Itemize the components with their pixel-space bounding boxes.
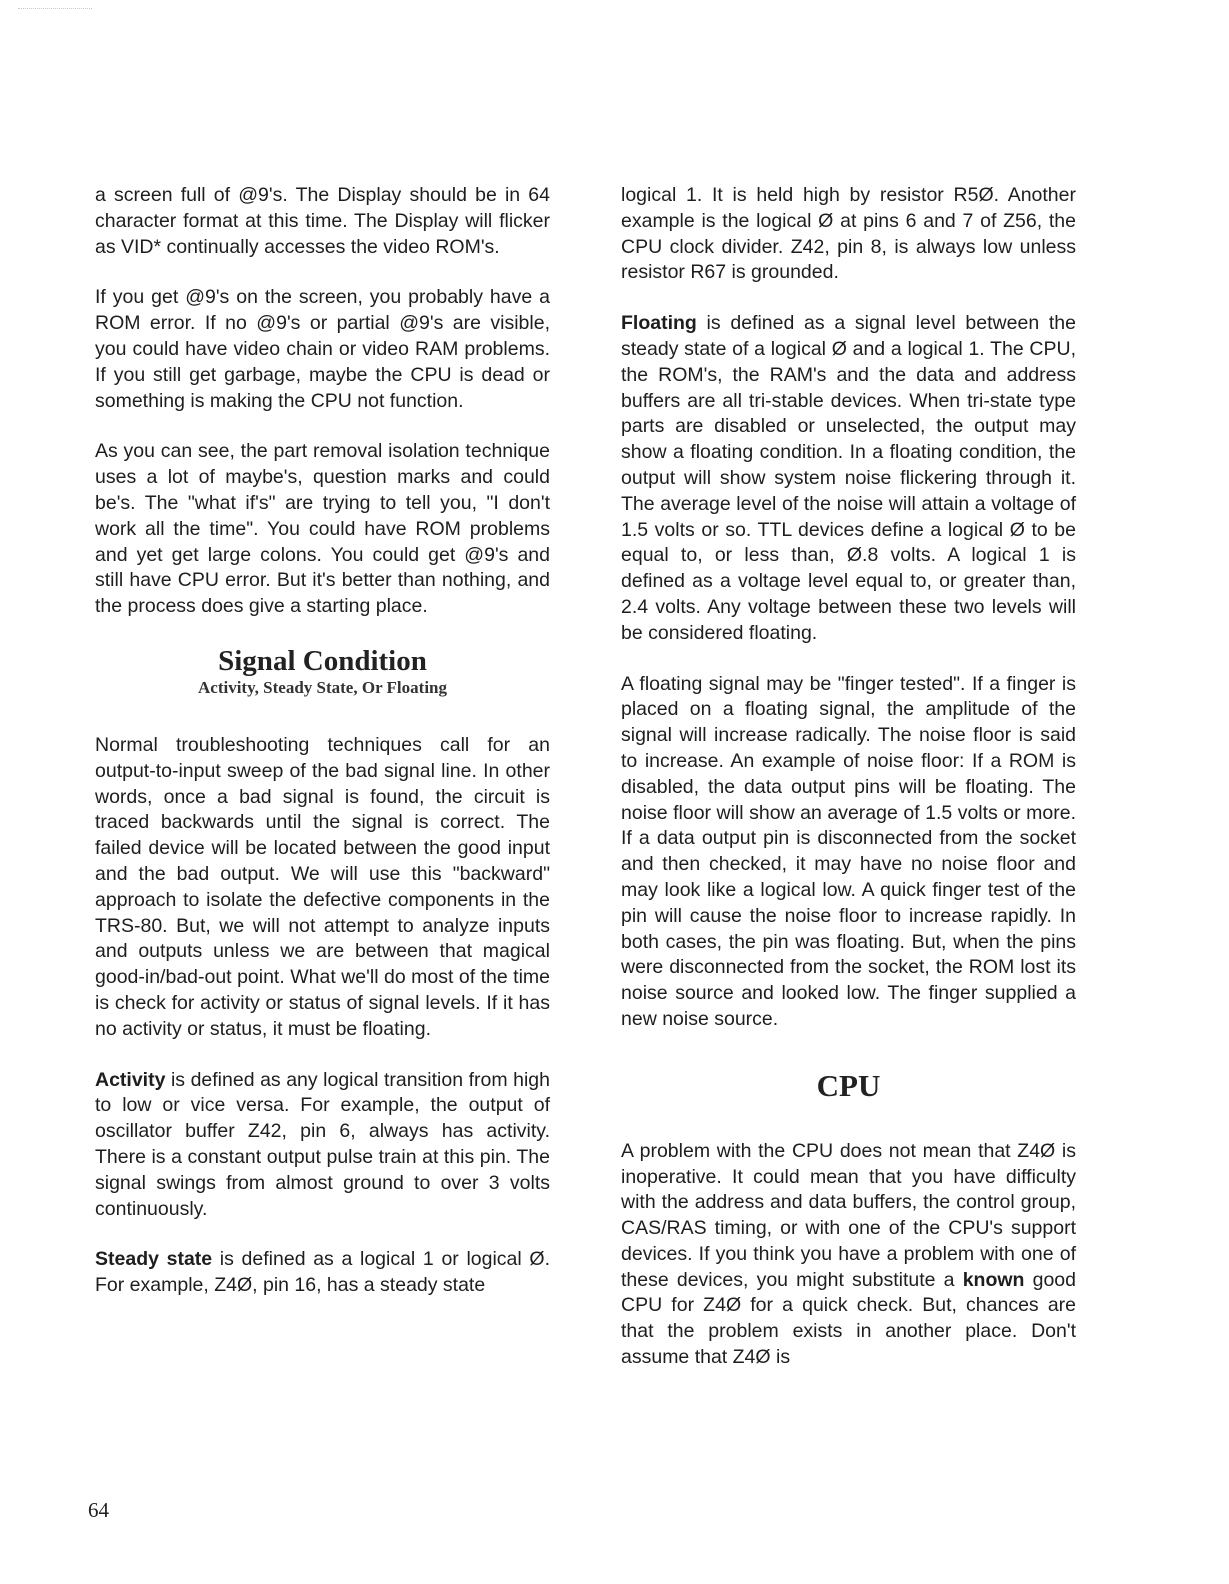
right-column xyxy=(621,183,1076,1396)
paragraph: a screen full of @9's. The Display should be in 64 character format at this time. The Display will flicker as VID* continually accesses the video ROM's. xyxy=(95,184,550,258)
definition-text: is defined as a logical 1 or logical Ø. For example, Z4Ø, pin 16, has a steady state xyxy=(95,1248,550,1297)
paragraph: logical 1. It is held high by resistor R5Ø. Another example is the logical Ø at pins 6 and 7 of Z56, the CPU clock divider. Z42, pin 8, is always low unless resistor R67 is grounded. xyxy=(621,184,1076,284)
term-floating: Floating xyxy=(621,312,697,335)
scan-mark xyxy=(18,8,92,10)
paragraph: Normal troubleshooting techniques call for an output-to-input sweep of the bad signal line. In other words, once a bad signal is found, the circuit is traced backwards until the signal is correct. The failed device will be located between the good input and the bad output. We will use this "backward" approach to isolate the defective components in the TRS-80. But, we will not attempt to analyze inputs and outputs unless we are between that magical good-in/bad-out point. What we'll do most of the time is check for activity or status of signal levels. If it has no activity or status, it must be floating. xyxy=(95,733,550,1040)
paragraph-activity xyxy=(95,1068,550,1223)
section-subheading: Activity, Steady State, Or Floating xyxy=(198,677,447,697)
section-heading-cpu: CPU xyxy=(816,1067,881,1103)
paragraph-steady-state xyxy=(95,1247,550,1299)
paragraph: A floating signal may be "finger tested". If a finger is placed on a floating signal, the amplitude of the signal will increase radically. The noise floor is said to increase. An example of noise floor: If a ROM is disabled, the data output pins will be floating. The noise floor will show an average of 1.5 volts or more. If a data output pin is disconnected from the socket and then checked, it may have no noise floor and may look like a logical low. A quick finger test of the pin will cause the noise floor to increase rapidly. In both cases, the pin was floating. But, when the pins were disconnected from the socket, the ROM lost its noise source and looked low. The finger supplied a new noise source. xyxy=(621,672,1076,1030)
term-activity: Activity xyxy=(95,1068,166,1091)
definition-text: is defined as any logical transition from high to low or vice versa. For example, the output of oscillator buffer Z42, pin 6, always has activity. There is a constant output pulse train at this pin. The signal swings from almost ground to over 3 volts continuously. xyxy=(95,1068,550,1220)
paragraph: As you can see, the part removal isolation technique uses a lot of maybe's, question marks and could be's. The "what if's" are trying to tell you, "I don't work all the time". You could have ROM problems and yet get large colons. You could get @9's and still have CPU error. But it's better than nothing, and the process does give a starting place. xyxy=(95,440,550,618)
cpu-text: good CPU for Z4Ø for a quick check. But, chances are that the problem exists in another place. Don't assume that Z4Ø is xyxy=(621,1268,1076,1369)
term-steady-state: Steady state xyxy=(95,1248,213,1271)
section-heading-signal-condition: Signal Condition xyxy=(218,644,427,677)
cpu-text: A problem with the CPU does not mean that Z4Ø is inoperative. It could mean that you have difficulty with the address and data buffers, the control group, CAS/RAS timing, or with one of the CPU's support devices. If you think you have a problem with one of these devices, you might substitute a xyxy=(621,1139,1076,1291)
emphasis-known: known xyxy=(962,1268,1025,1291)
left-column xyxy=(95,183,550,1324)
page-number: 64 xyxy=(88,1498,109,1522)
definition-text: is defined as a signal level between the steady state of a logical Ø and a logical 1. The CPU, the ROM's, the RAM's and the data and address buffers are all tri-stable devices. When tri-state type parts are disabled or unselected, the output may show a floating condition. In a floating condition, the output will show system noise flickering through it. The average level of the noise will attain a voltage of 1.5 volts or so. TTL devices define a logical Ø to be equal to, or less than, Ø.8 volts. A logical 1 is defined as a voltage level equal to, or greater than, 2.4 volts. Any voltage between these two levels will be considered floating. xyxy=(621,312,1076,644)
paragraph: If you get @9's on the screen, you probably have a ROM error. If no @9's or partial @9's are visible, you could have video chain or video RAM problems. If you still get garbage, maybe the CPU is dead or something is making the CPU not function. xyxy=(95,286,550,412)
paragraph-floating xyxy=(621,311,1076,646)
paragraph-cpu xyxy=(621,1139,1076,1371)
